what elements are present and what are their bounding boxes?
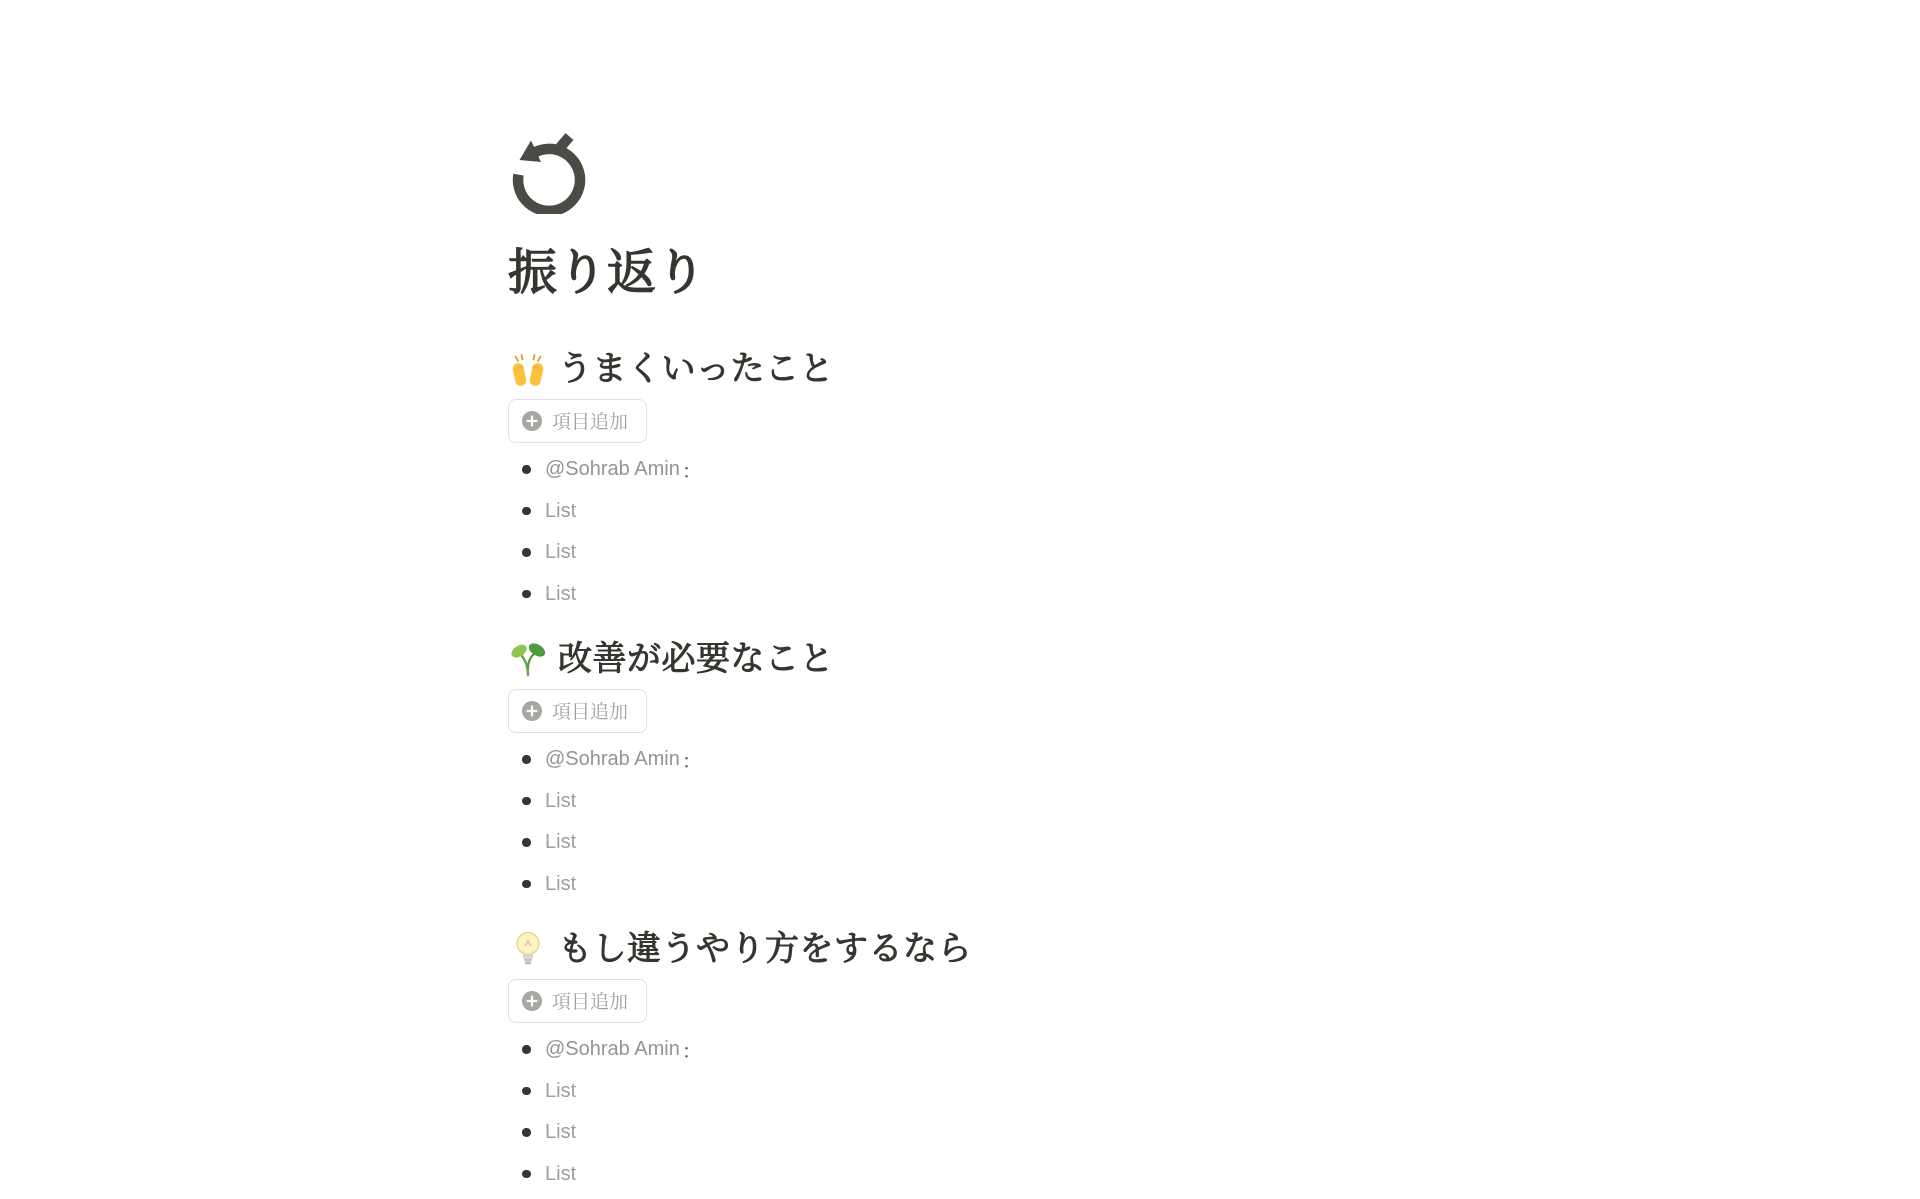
list-item[interactable] (508, 863, 1412, 905)
raising-hands-icon (508, 349, 548, 389)
anticlockwise-arrow-icon[interactable] (508, 128, 586, 214)
section-went-well (508, 347, 1412, 615)
plus-circle-icon (522, 411, 542, 431)
list-item-text: List (545, 1079, 577, 1102)
list-item[interactable] (508, 490, 1412, 532)
mention[interactable]: @Sohrab Amin (545, 458, 680, 481)
section-heading[interactable] (508, 347, 1412, 391)
seedling-icon (508, 639, 548, 679)
section-needs-improvement (508, 637, 1412, 905)
section-heading-text: 改善が必要なこと (558, 639, 834, 678)
section-heading[interactable] (508, 927, 1412, 971)
list-item[interactable] (508, 1112, 1412, 1154)
mention[interactable]: @Sohrab Amin (545, 748, 680, 771)
add-item-label: 項目追加 (552, 412, 629, 434)
light-bulb-icon (508, 929, 548, 969)
list-item-text: List (545, 582, 577, 605)
list-item-text: List (545, 499, 577, 522)
list-item[interactable] (508, 1070, 1412, 1112)
add-item-button[interactable] (508, 399, 647, 443)
section-do-differently (508, 927, 1412, 1195)
add-item-button[interactable] (508, 979, 647, 1023)
mention-suffix: ： (681, 1041, 702, 1064)
list-item[interactable] (508, 532, 1412, 574)
bullet-list (508, 739, 1412, 905)
list-item[interactable] (508, 573, 1412, 615)
list-item-text: List (545, 872, 577, 895)
add-item-label: 項目追加 (552, 992, 629, 1014)
bullet-list (508, 449, 1412, 615)
mention-suffix: ： (681, 461, 702, 484)
bullet-list (508, 1029, 1412, 1195)
mention-suffix: ： (681, 751, 702, 774)
list-item[interactable] (508, 449, 1412, 491)
section-heading-text: うまくいったこと (558, 349, 834, 388)
list-item[interactable] (508, 739, 1412, 781)
list-item[interactable] (508, 1029, 1412, 1071)
list-item[interactable] (508, 780, 1412, 822)
list-item[interactable] (508, 822, 1412, 864)
list-item-text: List (545, 1162, 577, 1185)
list-item-text: List (545, 789, 577, 812)
add-item-button[interactable] (508, 689, 647, 733)
section-heading-text: もし違うやり方をするなら (558, 929, 972, 968)
list-item[interactable] (508, 1153, 1412, 1195)
page-title[interactable]: 振り返り (508, 246, 707, 300)
mention[interactable]: @Sohrab Amin (545, 1038, 680, 1061)
plus-circle-icon (522, 701, 542, 721)
list-item-text: List (545, 541, 577, 564)
page-body (508, 0, 1412, 1195)
list-item-text: List (545, 1121, 577, 1144)
add-item-label: 項目追加 (552, 702, 629, 724)
list-item-text: List (545, 831, 577, 854)
section-heading[interactable] (508, 637, 1412, 681)
plus-circle-icon (522, 991, 542, 1011)
